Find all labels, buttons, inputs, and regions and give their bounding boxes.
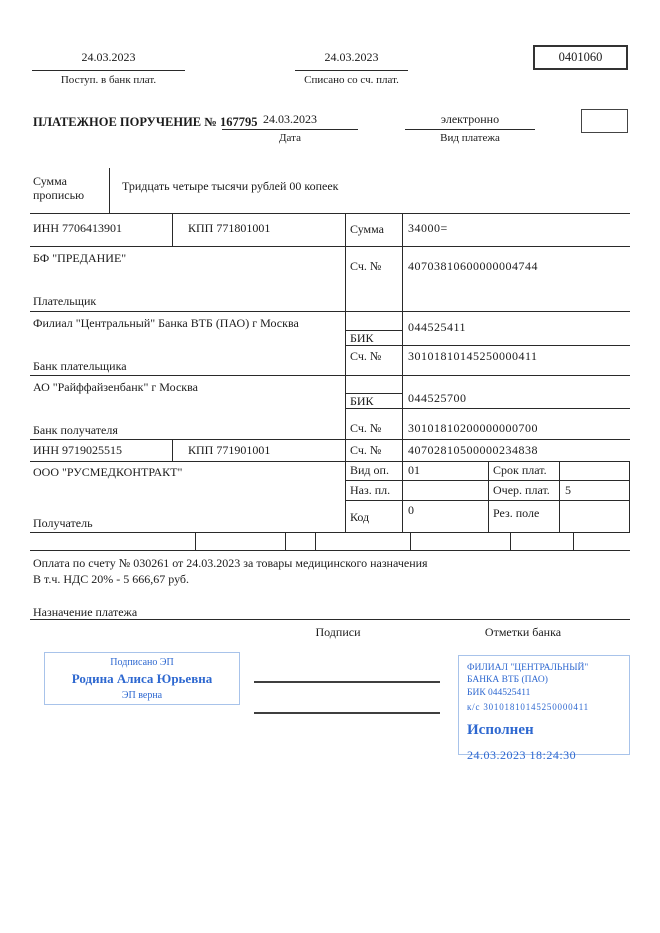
payer-kpp: КПП 771801001: [188, 221, 271, 235]
fields-value-divider: [559, 461, 560, 532]
table-line: [30, 213, 630, 214]
esign-bottom-text: ЭП верна: [121, 689, 163, 701]
sum-label: Сумма: [350, 222, 384, 236]
inn-kpp-divider: [172, 439, 173, 461]
inn-kpp-divider: [172, 213, 173, 246]
rez-pole-label: Рез. поле: [493, 506, 540, 520]
naz-pl-label: Наз. пл.: [350, 483, 391, 497]
table-line: [30, 532, 630, 533]
purpose-label: Назначение платежа: [33, 605, 138, 619]
label-column-divider: [345, 213, 346, 532]
bank-stamp: [458, 655, 630, 763]
payee-inn: ИНН 9719025515: [33, 443, 122, 457]
vid-op-value: 01: [408, 463, 420, 477]
payment-kind-underline: [405, 129, 535, 130]
fields-right-border: [629, 461, 630, 532]
payee-account: 40702810500000234838: [408, 443, 538, 457]
tax-row-divider: [510, 532, 511, 550]
payee-bank-section-label: Банк получателя: [33, 423, 118, 437]
srok-plat-label: Срок плат.: [493, 463, 547, 477]
payee-bank-bik: 044525700: [408, 391, 467, 405]
payer-bank-section-label: Банк плательщика: [33, 359, 127, 373]
bank-stamp-bank-name: ФИЛИАЛ "ЦЕНТРАЛЬНЫЙ" БАНКА ВТБ (ПАО): [467, 663, 589, 686]
signature-line-2: [254, 712, 440, 714]
payment-kind-value: электронно: [440, 112, 500, 126]
table-line: [30, 311, 630, 312]
bank-stamp-status: Исполнен: [467, 721, 534, 738]
payee-name: ООО "РУСМЕДКОНТРАКТ": [33, 465, 183, 479]
table-line: [30, 375, 630, 376]
table-line: [30, 461, 630, 462]
vid-op-label: Вид оп.: [350, 463, 389, 477]
form-code-box: 0401060: [533, 45, 628, 70]
payer-bank-name: Филиал "Центральный" Банка ВТБ (ПАО) г Москва: [33, 316, 299, 330]
esign-stamp: [44, 652, 240, 705]
payer-bank-bik: 044525411: [408, 320, 467, 334]
received-in-bank-label: Поступ. в банк плат.: [60, 74, 157, 86]
payer-bank-account: 30101810145250000411: [408, 349, 538, 363]
amount-words-divider: [109, 168, 110, 213]
kod-label: Код: [350, 510, 370, 524]
payment-kind-label: Вид платежа: [440, 132, 500, 144]
table-line: [30, 246, 630, 247]
tax-row-divider: [195, 532, 196, 550]
debited-underline: [295, 70, 408, 71]
amount-words-value: Тридцать четыре тысячи рублей 00 копеек: [122, 179, 339, 193]
received-underline: [32, 70, 185, 71]
purpose-line2: В т.ч. НДС 20% - 5 666,67 руб.: [33, 572, 190, 586]
ocher-plat-label: Очер. плат.: [493, 483, 550, 497]
bank-marks-label: Отметки банка: [484, 625, 562, 639]
document-date-value: 24.03.2023: [263, 112, 317, 126]
debited-date: 24.03.2023: [324, 50, 379, 64]
payee-bank-account-label: Сч. №: [350, 421, 382, 435]
payee-kpp: КПП 771901001: [188, 443, 271, 457]
table-line: [345, 408, 630, 409]
status-code-box: [581, 109, 628, 133]
bank-stamp-datetime: 24.03.2023 18:24:30: [467, 748, 577, 763]
sum-value: 34000=: [408, 221, 448, 235]
payee-bank-bik-label: БИК: [350, 394, 374, 408]
tax-row-divider: [285, 532, 286, 550]
esign-signer-name: Родина Алиса Юрьевна: [71, 670, 213, 686]
payer-account: 40703810600000004744: [408, 259, 538, 273]
payer-bank-account-label: Сч. №: [350, 349, 382, 363]
document-title: ПЛАТЕЖНОЕ ПОРУЧЕНИЕ № 167795: [33, 115, 258, 129]
esign-top-text: Подписано ЭП: [110, 656, 174, 668]
table-line: [30, 550, 630, 551]
payer-inn: ИНН 7706413901: [33, 221, 122, 235]
received-in-bank-date: 24.03.2023: [81, 50, 136, 64]
date-label: Дата: [279, 132, 301, 144]
value-column-divider: [402, 213, 403, 532]
payee-account-label: Сч. №: [350, 443, 382, 457]
payee-bank-account: 30101810200000000700: [408, 421, 538, 435]
kod-value: 0: [408, 503, 414, 517]
ocher-plat-value: 5: [565, 483, 571, 497]
purpose-underline: [30, 619, 630, 620]
date-underline: [222, 129, 358, 130]
amount-words-label: Сумма прописью: [33, 174, 85, 203]
signatures-label: Подписи: [315, 625, 361, 639]
bank-stamp-bik: БИК 044525411: [467, 687, 531, 698]
payer-section-label: Плательщик: [33, 294, 97, 308]
payer-account-label: Сч. №: [350, 259, 382, 273]
table-line: [30, 439, 630, 440]
payer-bank-bik-label: БИК: [350, 331, 374, 345]
tax-row-divider: [315, 532, 316, 550]
purpose-line1: Оплата по счету № 030261 от 24.03.2023 за товары медицинского назначения: [33, 556, 428, 570]
debited-label: Списано со сч. плат.: [304, 74, 399, 86]
fields-column-divider: [488, 461, 489, 532]
signature-line-1: [254, 681, 440, 683]
tax-row-divider: [410, 532, 411, 550]
payer-name: БФ "ПРЕДАНИЕ": [33, 251, 127, 265]
payee-section-label: Получатель: [33, 516, 93, 530]
table-line: [345, 345, 630, 346]
payee-bank-name: АО "Райффайзенбанк" г Москва: [33, 380, 198, 394]
bank-stamp-corr-account: к/с 30101810145250000411: [467, 702, 589, 713]
tax-row-divider: [573, 532, 574, 550]
